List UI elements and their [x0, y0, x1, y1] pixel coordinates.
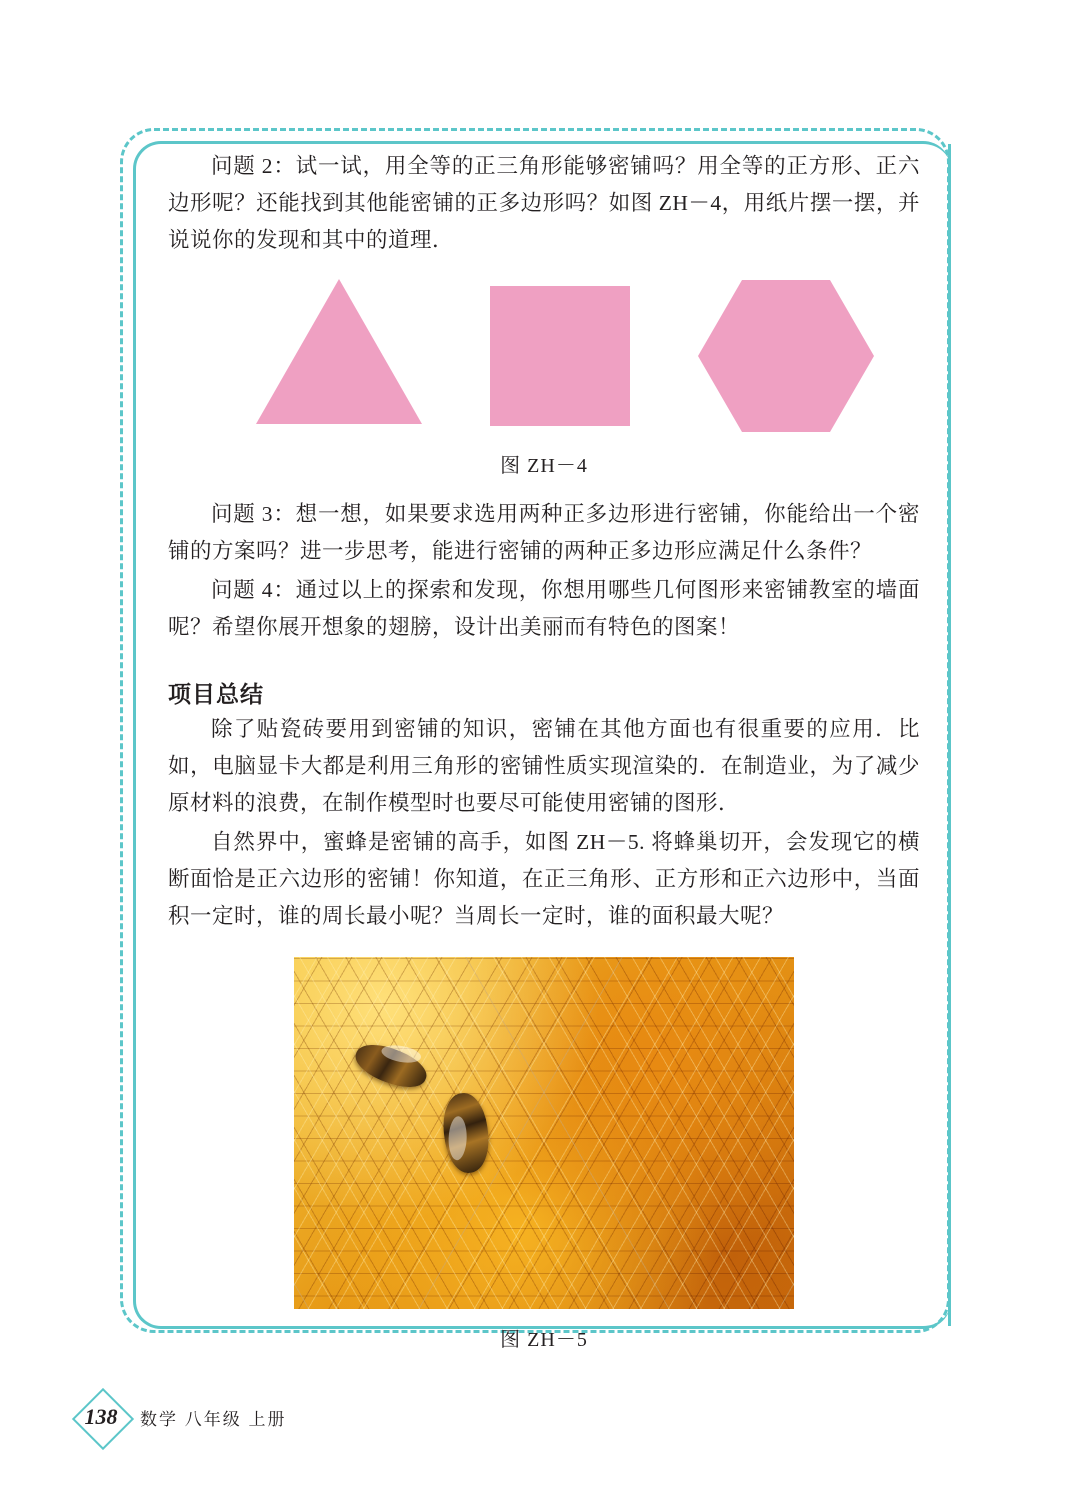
honeycomb-cell-highlights	[294, 957, 794, 1309]
footer-book-title: 数学 八年级 上册	[140, 1409, 287, 1429]
honeycomb-photo	[294, 957, 794, 1309]
figure-zh4-caption: 图 ZH－4	[500, 455, 588, 477]
page-footer	[72, 1388, 286, 1446]
paragraph-question-2: 问题 2：试一试，用全等的正三角形能够密铺吗？用全等的正方形、正六边形呢？还能找到其他能密铺的正多边形吗？如图 ZH－4，用纸片摆一摆，并说说你的发现和其中的道理．	[168, 154, 920, 252]
page-number: 138	[84, 1404, 118, 1429]
bee-wing-icon	[448, 1116, 468, 1161]
paragraph-summary-1: 除了贴瓷砖要用到密铺的知识，密铺在其他方面也有很重要的应用．比如，电脑显卡大都是利用三角形的密铺性质实现渲染的．在制造业，为了减少原材料的浪费，在制作模型时也要尽可能使用密铺的图形．	[168, 717, 920, 815]
page-number-badge	[72, 1388, 130, 1446]
regular-hexagon-shape	[698, 280, 874, 432]
paragraph-question-4: 问题 4：通过以上的探索和发现，你想用哪些几何图形来密铺教室的墙面呢？希望你展开想象的翅膀，设计出美丽而有特色的图案！	[168, 578, 920, 639]
figure-zh4-shapes	[168, 273, 920, 443]
equilateral-triangle-shape	[256, 279, 422, 424]
figure-zh5-caption: 图 ZH－5	[500, 1329, 588, 1351]
square-shape	[490, 286, 630, 426]
page-content	[168, 148, 920, 1352]
section-title-project-summary: 项目总结	[168, 681, 264, 707]
figure-zh5-photo-wrapper	[168, 957, 920, 1309]
paragraph-summary-2: 自然界中，蜜蜂是密铺的高手，如图 ZH－5. 将蜂巢切开，会发现它的横断面恰是正六边形的密铺！你知道，在正三角形、正方形和正六边形中，当面积一定时，谁的周长最小呢？当周长一定时，谁的面积最大呢？	[168, 830, 920, 928]
paragraph-question-3: 问题 3：想一想，如果要求选用两种正多边形进行密铺，你能给出一个密铺的方案吗？进一步思考，能进行密铺的两种正多边形应满足什么条件？	[168, 502, 920, 563]
